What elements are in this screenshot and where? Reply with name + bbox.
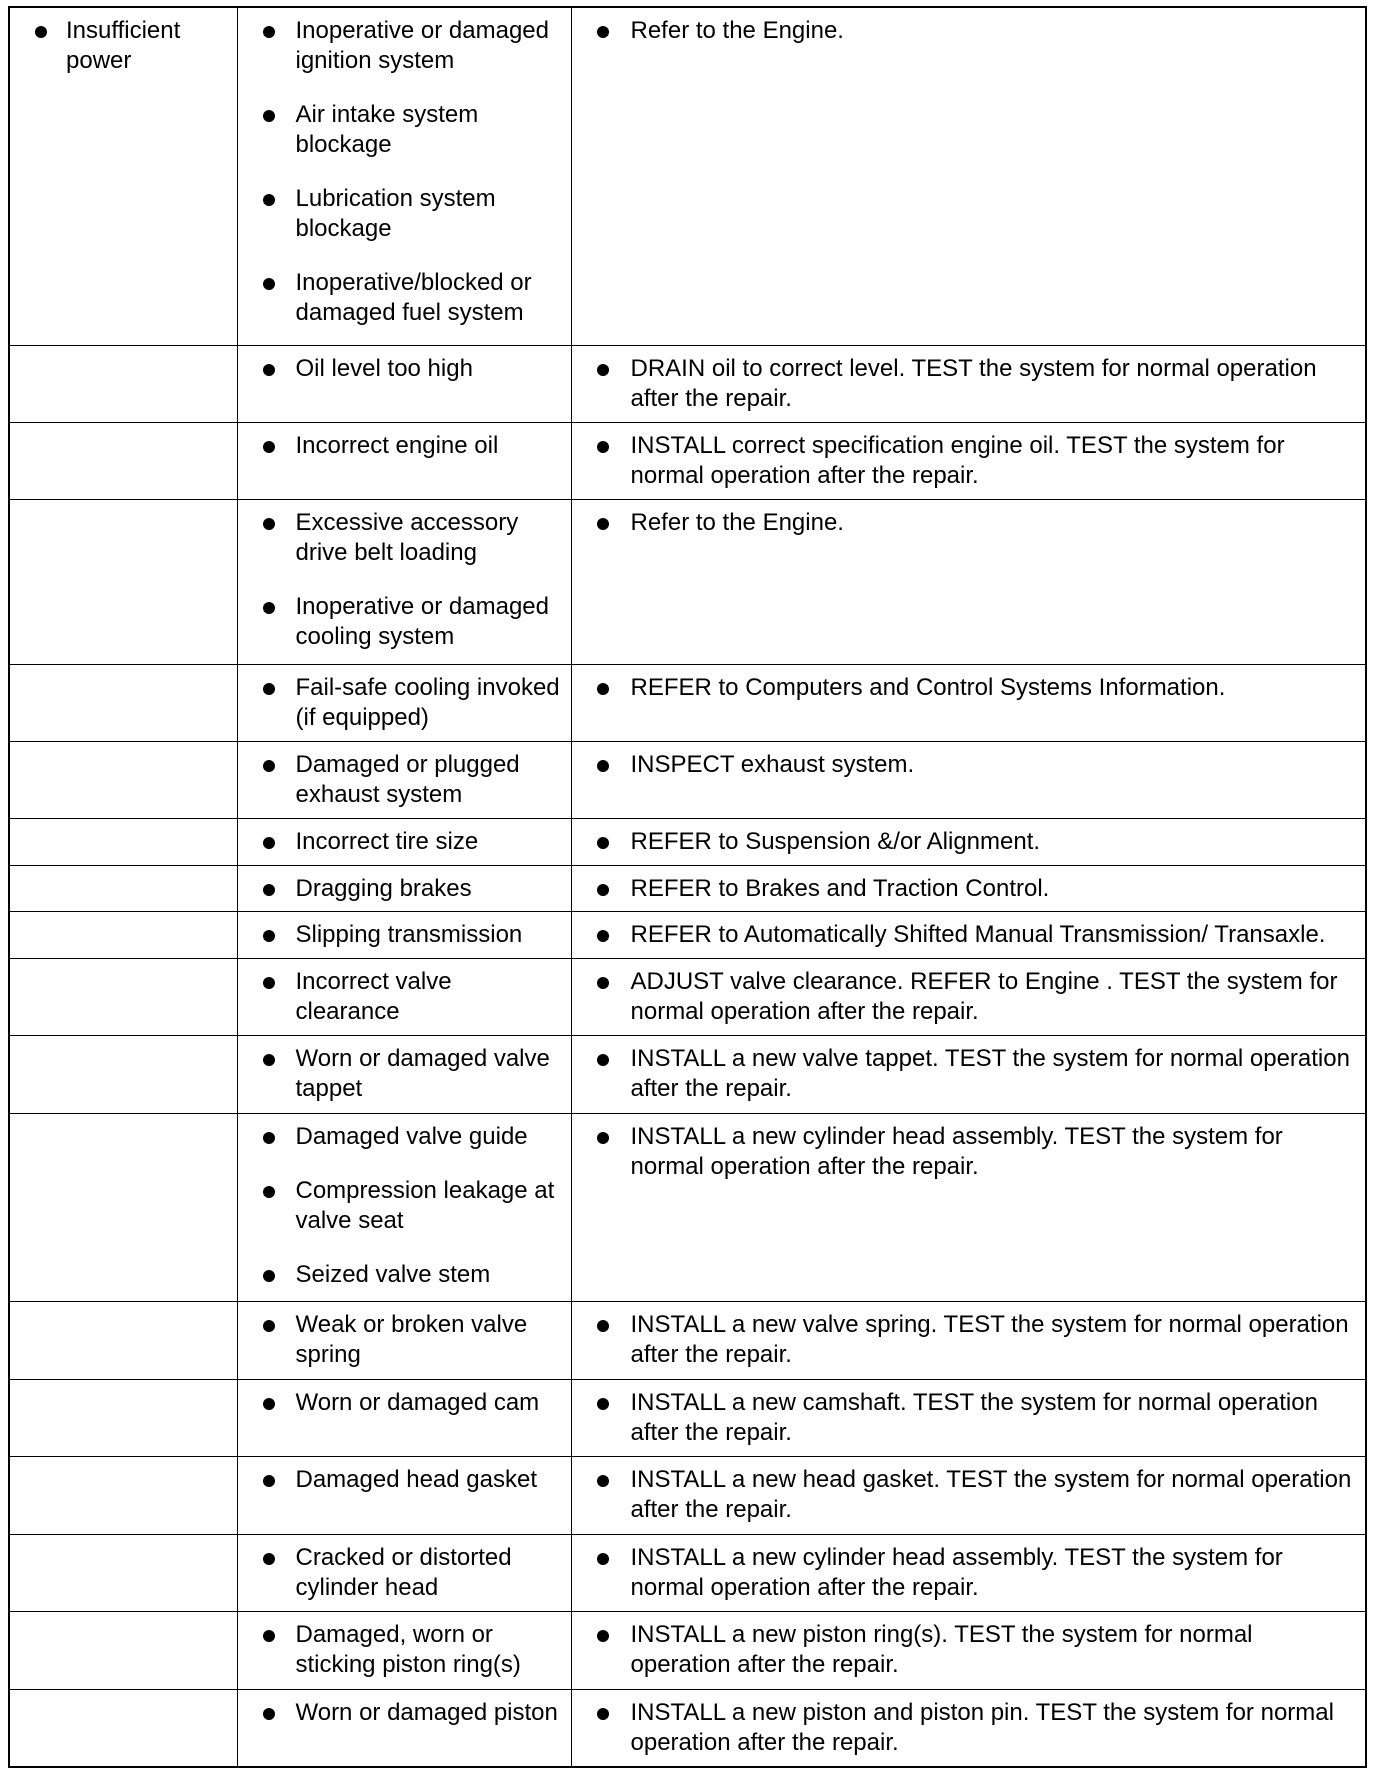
cause-text: Inoperative or damaged cooling system [295, 593, 549, 651]
cause-text: Compression leakage at valve seat [295, 1176, 555, 1234]
cause-text: Worn or damaged valve tappet [295, 1045, 550, 1103]
action-text: REFER to Computers and Control Systems Information. [630, 673, 1226, 701]
cause-cell [237, 819, 571, 865]
cause-item [246, 184, 561, 244]
cause-text: Damaged, worn or sticking piston ring(s) [295, 1621, 521, 1679]
bullet-icon [263, 1630, 275, 1642]
cause-item [246, 1310, 561, 1370]
cause-item [246, 1543, 561, 1603]
cause-text: Fail-safe cooling invoked (if equipped) [295, 673, 560, 731]
cause-text: Dragging brakes [295, 874, 472, 902]
action-text: Refer to the Engine. [630, 17, 844, 44]
action-cell [571, 345, 1365, 422]
table-row [10, 958, 1365, 1035]
symptom-cell [10, 1036, 237, 1113]
action-item [580, 1620, 1356, 1680]
cause-text: Lubrication system blockage [295, 185, 496, 242]
cause-text: Damaged valve guide [295, 1122, 528, 1150]
bullet-icon [35, 26, 47, 38]
action-item [580, 673, 1356, 703]
bullet-icon [597, 1708, 609, 1720]
bullet-icon [263, 837, 275, 849]
cause-item [246, 874, 561, 904]
bullet-icon [263, 602, 275, 614]
symptom-cell [10, 1113, 237, 1302]
action-text: INSTALL a new valve tappet. TEST the system for normal operation after the repair. [630, 1045, 1350, 1103]
action-item [580, 827, 1356, 857]
bullet-icon [597, 1054, 609, 1066]
table-row [10, 345, 1365, 422]
bullet-icon [597, 518, 609, 530]
cause-item [246, 354, 561, 384]
table-row [10, 912, 1365, 958]
symptom-cell [10, 912, 237, 958]
cause-text: Incorrect tire size [295, 828, 479, 856]
cause-text: Damaged or plugged exhaust system [295, 750, 520, 808]
bullet-icon [263, 194, 275, 206]
action-item [580, 1388, 1356, 1448]
bullet-icon [263, 110, 275, 122]
cause-cell [237, 422, 571, 499]
action-cell [571, 865, 1365, 911]
symptom-cell [10, 664, 237, 741]
cause-cell [237, 500, 571, 664]
cause-cell [237, 865, 571, 911]
cause-cell [237, 1612, 571, 1689]
cause-item [246, 1044, 561, 1104]
table-row [10, 865, 1365, 911]
action-cell [571, 1457, 1365, 1534]
action-cell [571, 958, 1365, 1035]
bullet-icon [263, 977, 275, 989]
bullet-icon [263, 1398, 275, 1410]
bullet-icon [263, 1186, 275, 1198]
bullet-icon [263, 1708, 275, 1720]
cause-cell [237, 1379, 571, 1456]
cause-item [246, 1176, 561, 1236]
table-row [10, 1457, 1365, 1534]
bullet-icon [263, 518, 275, 530]
bullet-icon [263, 26, 275, 38]
cause-cell [237, 8, 571, 345]
bullet-icon [597, 884, 609, 896]
bullet-icon [597, 760, 609, 772]
bullet-icon [263, 1475, 275, 1487]
cause-text: Inoperative or damaged ignition system [295, 17, 549, 74]
action-cell [571, 1534, 1365, 1611]
action-text: INSPECT exhaust system. [630, 750, 915, 778]
cause-cell [237, 912, 571, 958]
action-cell [571, 500, 1365, 664]
cause-item [246, 967, 561, 1027]
cause-text: Excessive accessory drive belt loading [295, 509, 519, 567]
action-cell [571, 422, 1365, 499]
cause-item [246, 827, 561, 857]
cause-cell [237, 1534, 571, 1611]
action-text: INSTALL a new head gasket. TEST the system for normal operation after the repair. [630, 1466, 1352, 1524]
symptom-text: Insufficient power [66, 17, 181, 74]
bullet-icon [263, 1320, 275, 1332]
action-cell [571, 1036, 1365, 1113]
cause-cell [237, 958, 571, 1035]
table-row [10, 1689, 1365, 1766]
action-text: INSTALL a new piston and piston pin. TEST the system for normal operation after the repair. [630, 1698, 1334, 1756]
bullet-icon [263, 441, 275, 453]
cause-item [246, 100, 561, 160]
cause-cell [237, 1036, 571, 1113]
bullet-icon [263, 884, 275, 896]
table-row [10, 1302, 1365, 1379]
cause-item [246, 431, 561, 461]
bullet-icon [263, 278, 275, 290]
bullet-icon [597, 977, 609, 989]
table-row [10, 819, 1365, 865]
action-item [580, 1543, 1356, 1603]
cause-item [246, 1620, 561, 1680]
bullet-icon [263, 364, 275, 376]
symptom-cell [10, 865, 237, 911]
action-item [580, 750, 1356, 780]
cause-cell [237, 1113, 571, 1302]
action-item [580, 1465, 1356, 1525]
table-row [10, 500, 1365, 664]
cause-text: Oil level too high [295, 354, 473, 382]
action-text: ADJUST valve clearance. REFER to Engine . TEST the system for normal operation after the repair. [630, 967, 1338, 1025]
action-item [580, 508, 1356, 538]
action-item [580, 920, 1356, 950]
cause-item [246, 750, 561, 810]
action-cell [571, 1113, 1365, 1302]
action-text: INSTALL a new piston ring(s). TEST the system for normal operation after the repair. [630, 1621, 1253, 1679]
action-cell [571, 8, 1365, 345]
cause-item [246, 268, 561, 328]
cause-text: Worn or damaged cam [295, 1388, 540, 1416]
cause-text: Worn or damaged piston [295, 1698, 558, 1726]
action-item [580, 1044, 1356, 1104]
cause-cell [237, 1457, 571, 1534]
bullet-icon [263, 760, 275, 772]
cause-cell [237, 345, 571, 422]
cause-item [246, 16, 561, 76]
action-item [580, 1698, 1356, 1758]
symptom-cell [10, 958, 237, 1035]
table-row [10, 664, 1365, 741]
cause-text: Inoperative/blocked or damaged fuel system [295, 269, 532, 326]
bullet-icon [597, 1553, 609, 1565]
action-cell [571, 1302, 1365, 1379]
symptom-cell [10, 345, 237, 422]
cause-item [246, 1260, 561, 1290]
symptom-cell [10, 1457, 237, 1534]
symptom-cell [10, 1534, 237, 1611]
cause-text: Seized valve stem [295, 1260, 491, 1288]
table-row [10, 1113, 1365, 1302]
symptom-cell [10, 819, 237, 865]
action-cell [571, 1689, 1365, 1766]
cause-item [246, 592, 561, 652]
action-text: INSTALL correct specification engine oil. TEST the system for normal operation after the repair. [630, 431, 1285, 489]
bullet-icon [597, 930, 609, 942]
table-row [10, 1379, 1365, 1456]
bullet-icon [597, 441, 609, 453]
symptom-cell [10, 741, 237, 818]
bullet-icon [597, 1132, 609, 1144]
bullet-icon [263, 1270, 275, 1282]
cause-item [246, 920, 561, 950]
symptom-cell [10, 1379, 237, 1456]
action-cell [571, 664, 1365, 741]
symptom-cell [10, 422, 237, 499]
bullet-icon [597, 364, 609, 376]
table-row [10, 1534, 1365, 1611]
cause-item [246, 673, 561, 733]
action-text: INSTALL a new cylinder head assembly. TEST the system for normal operation after the repair. [630, 1543, 1283, 1601]
action-text: REFER to Brakes and Traction Control. [630, 874, 1050, 902]
table-row [10, 1612, 1365, 1689]
cause-text: Incorrect valve clearance [295, 967, 452, 1025]
action-cell [571, 912, 1365, 958]
action-item [580, 874, 1356, 904]
action-text: REFER to Suspension &/or Alignment. [630, 828, 1041, 856]
action-item [580, 16, 1356, 46]
bullet-icon [263, 1132, 275, 1144]
symptom-chart-body [10, 8, 1365, 1766]
action-text: INSTALL a new valve spring. TEST the system for normal operation after the repair. [630, 1311, 1349, 1369]
cause-text: Weak or broken valve spring [295, 1311, 528, 1369]
action-item [580, 1310, 1356, 1370]
cause-item [246, 1465, 561, 1495]
symptom-cell [10, 500, 237, 664]
bullet-icon [597, 1475, 609, 1487]
symptom-cell [10, 1689, 237, 1766]
bullet-icon [263, 930, 275, 942]
cause-text: Air intake system blockage [295, 101, 479, 158]
table-row [10, 741, 1365, 818]
symptom-cell [10, 1612, 237, 1689]
cause-item [246, 508, 561, 568]
action-text: Refer to the Engine. [630, 509, 844, 537]
cause-cell [237, 741, 571, 818]
cause-cell [237, 1689, 571, 1766]
bullet-icon [597, 837, 609, 849]
action-item [580, 967, 1356, 1027]
action-item [580, 431, 1356, 491]
bullet-icon [597, 1398, 609, 1410]
action-cell [571, 1379, 1365, 1456]
action-cell [571, 819, 1365, 865]
cause-cell [237, 664, 571, 741]
action-text: INSTALL a new cylinder head assembly. TEST the system for normal operation after the repair. [630, 1122, 1283, 1180]
table-row [10, 1036, 1365, 1113]
action-cell [571, 1612, 1365, 1689]
cause-text: Slipping transmission [295, 921, 523, 949]
action-text: INSTALL a new camshaft. TEST the system for normal operation after the repair. [630, 1388, 1318, 1446]
action-text: DRAIN oil to correct level. TEST the system for normal operation after the repair. [630, 354, 1317, 412]
bullet-icon [597, 1320, 609, 1332]
diagnostic-table-sheet [8, 6, 1367, 1768]
action-text: REFER to Automatically Shifted Manual Transmission/ Transaxle. [630, 921, 1326, 949]
symptom-chart-table [10, 8, 1365, 1766]
cause-item [246, 1388, 561, 1418]
bullet-icon [597, 683, 609, 695]
cause-item [246, 1698, 561, 1728]
action-item [580, 1122, 1356, 1182]
cause-text: Cracked or distorted cylinder head [295, 1543, 512, 1601]
bullet-icon [263, 1553, 275, 1565]
cause-item [246, 1122, 561, 1152]
cause-cell [237, 1302, 571, 1379]
symptom-cell [10, 8, 237, 345]
bullet-icon [597, 26, 609, 38]
bullet-icon [263, 1054, 275, 1066]
table-row [10, 8, 1365, 345]
action-cell [571, 741, 1365, 818]
table-row [10, 422, 1365, 499]
bullet-icon [597, 1630, 609, 1642]
bullet-icon [263, 683, 275, 695]
action-item [580, 354, 1356, 414]
symptom-item [18, 16, 227, 76]
cause-text: Incorrect engine oil [295, 431, 499, 459]
cause-text: Damaged head gasket [295, 1466, 537, 1494]
symptom-cell [10, 1302, 237, 1379]
